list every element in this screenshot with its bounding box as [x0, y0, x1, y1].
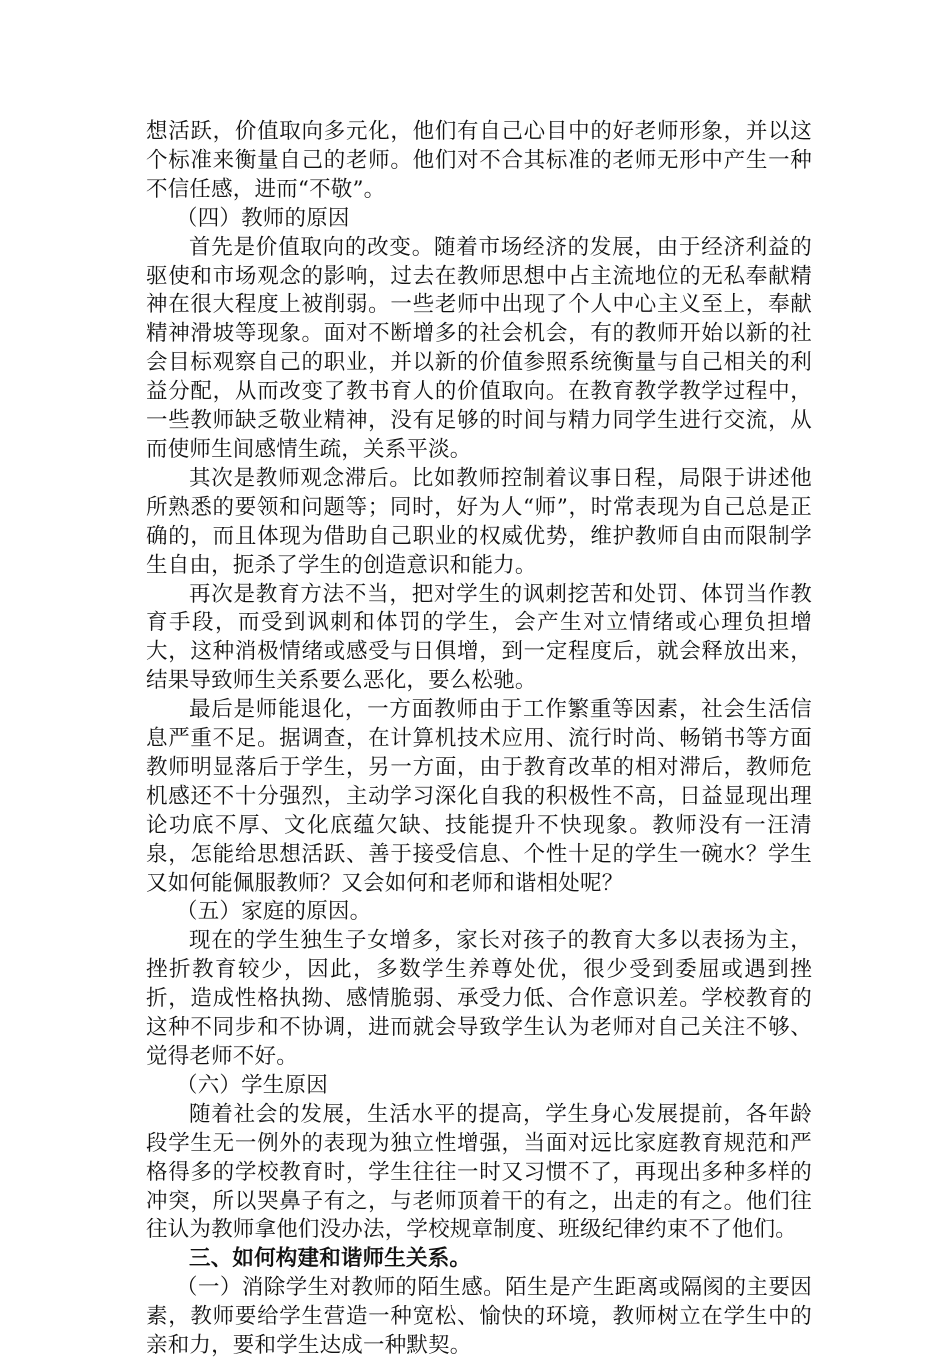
section-heading-build-harmony: 三、如何构建和谐师生关系。 — [189, 1246, 472, 1272]
paragraph-value-orientation: 首先是价值取向的改变。随着市场经济的发展，由于经济利益的驱使和市场观念的影响，过去在教师思想中占主流地位的无私奉献精神在很大程度上被削弱。一些老师中出现了个人中心主义至上，奉献精神滑坡等现象。面对不断增多的社会机会，有的教师开始以新的社会目标观察自己的职业，并以新的价值参照系统衡量与自己相关的利益分配，从而改变了教书育人的价值取向。在教育教学教学过程中，一些教师缺乏敬业精神，没有足够的时间与精力同学生进行交流，从而使师生间感情生疏，关系平淡。 — [146, 234, 812, 462]
subheading-family-reasons: （五）家庭的原因。 — [176, 899, 372, 925]
subheading-teacher-reasons: （四）教师的原因 — [176, 205, 350, 231]
subheading-student-reasons: （六）学生原因 — [176, 1072, 328, 1098]
paragraph-ability-decline: 最后是师能退化，一方面教师由于工作繁重等因素，社会生活信息严重不足。据调查，在计算机技术应用、流行时尚、畅销书等方面教师明显落后于学生，另一方面，由于教育改革的相对滞后，教师危机感还不十分强烈，主动学习深化自我的积极性不高，日益显现出理论功底不厚、文化底蕴欠缺、技能提升不快现象。教师没有一汪清泉，怎能给思想活跃、善于接受信息、个性十足的学生一碗水？学生又如何能佩服教师？又会如何和老师和谐相处呢？ — [146, 697, 812, 896]
paragraph-family: 现在的学生独生子女增多，家长对孩子的教育大多以表扬为主，挫折教育较少，因此，多数学生养尊处优，很少受到委屈或遇到挫折，造成性格执拗、感情脆弱、承受力低、合作意识差。学校教育的这种不同步和不协调，进而就会导致学生认为老师对自己关注不够、觉得老师不好。 — [146, 928, 812, 1069]
paragraph-continuation: 想活跃，价值取向多元化，他们有自己心目中的好老师形象，并以这个标准来衡量自己的老师。他们对不合其标准的老师无形中产生一种不信任感，进而“不敬”。 — [146, 119, 812, 202]
document-page — [146, 118, 812, 1361]
paragraph-improper-methods: 再次是教育方法不当，把对学生的讽刺挖苦和处罚、体罚当作教育手段，而受到讽刺和体罚的学生，会产生对立情绪或心理负担增大，这种消极情绪或感受与日俱增，到一定程度后，就会释放出来，结果导致师生关系要么恶化，要么松驰。 — [146, 581, 812, 694]
paragraph-eliminate-strangeness: （一）消除学生对教师的陌生感。陌生是产生距离或隔阂的主要因素，教师要给学生营造一种宽松、愉快的环境，教师树立在学生中的亲和力，要和学生达成一种默契。 — [146, 1275, 812, 1359]
paragraph-students: 随着社会的发展，生活水平的提高，学生身心发展提前，各年龄段学生无一例外的表现为独立性增强，当面对远比家庭教育规范和严格得多的学校教育时，学生往往一时又习惯不了，再现出多种多样的冲突，所以哭鼻子有之，与老师顶着干的有之，出走的有之。他们往往认为教师拿他们没办法，学校规章制度、班级纪律约束不了他们。 — [146, 1101, 812, 1243]
paragraph-outdated-concepts: 其次是教师观念滞后。比如教师控制着议事日程，局限于讲述他所熟悉的要领和问题等；同时，好为人“师”，时常表现为自己总是正确的，而且体现为借助自己职业的权威优势，维护教师自由而限制学生自由，扼杀了学生的创造意识和能力。 — [146, 465, 812, 578]
